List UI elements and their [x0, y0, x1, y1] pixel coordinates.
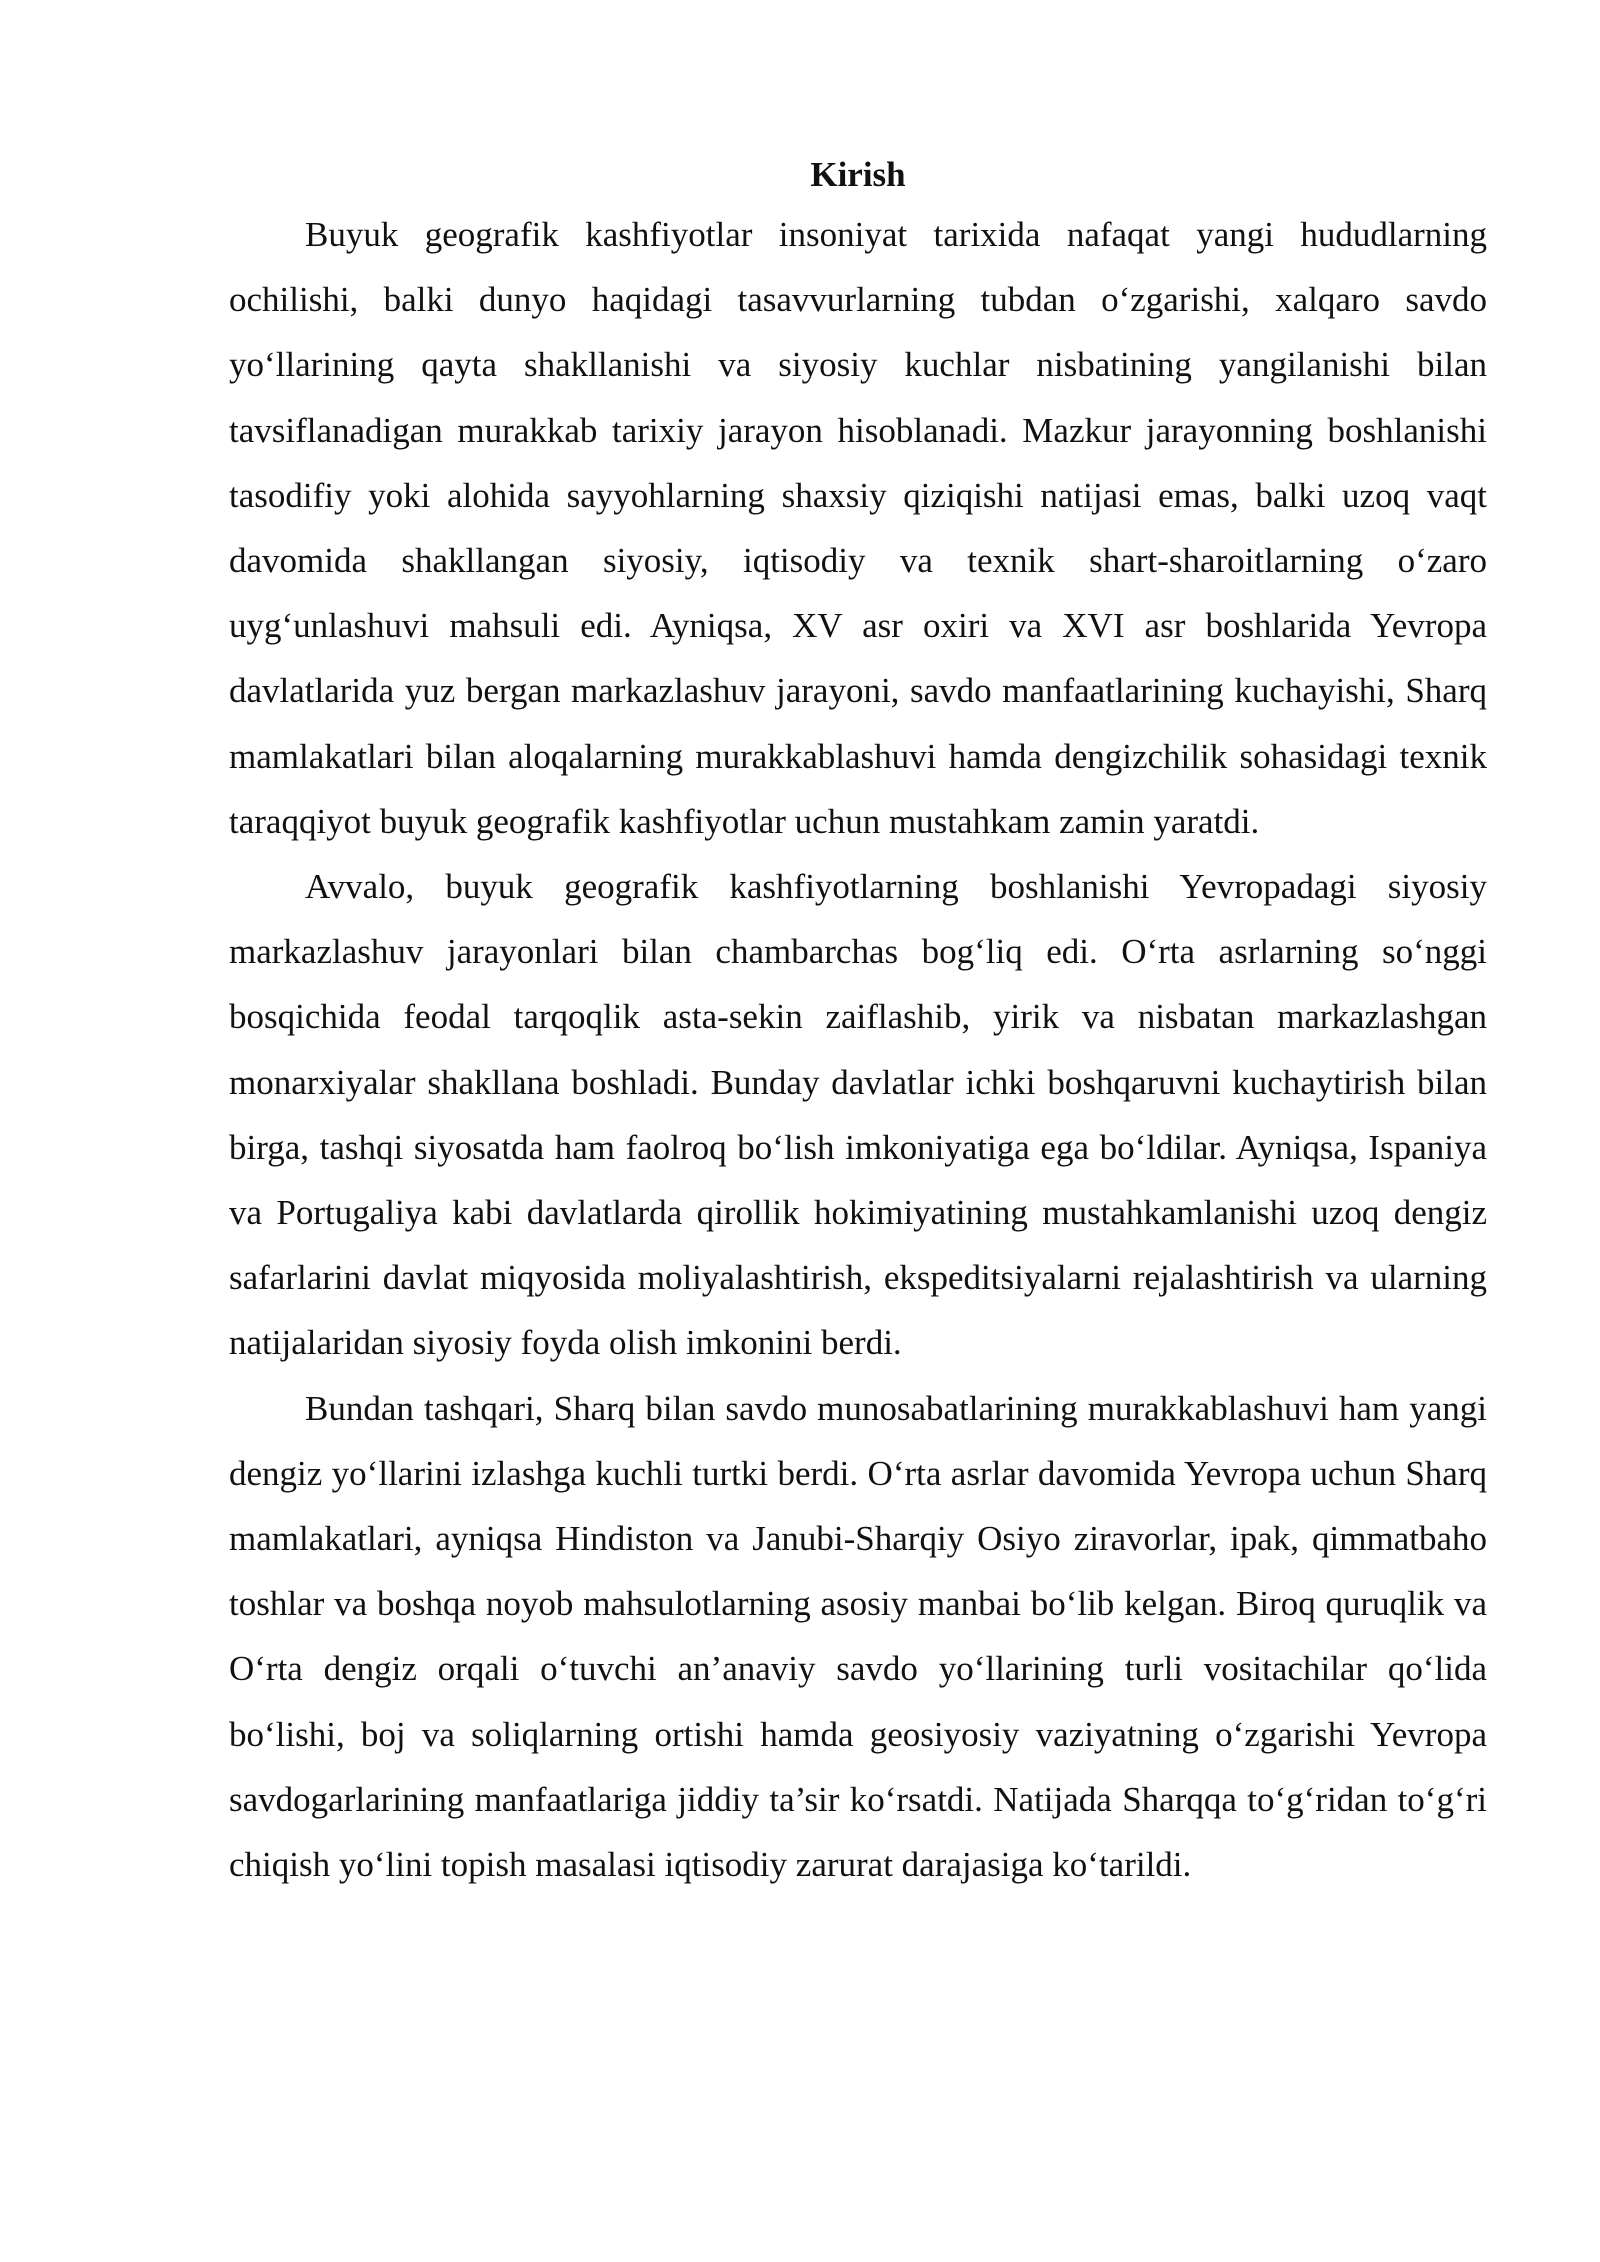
document-title: Kirish — [810, 155, 906, 194]
paragraph-3: Bundan tashqari, Sharq bilan savdo munosabatlarining murakkablashuvi ham yangi dengiz yo‘llarini izlashga kuchli turtki berdi. O‘rta asrlar davomida Yevropa uchun Sharq mamlakatlari, ayniqsa Hindiston va Janubi-Sharqiy Osiyo ziravorlar, ipak, qimmatbaho toshlar va boshqa noyob mahsulotlarning asosiy manbai bo‘lib kelgan. Biroq quruqlik va O‘rta dengiz orqali o‘tuvchi an’anaviy savdo yo‘llarining turli vositachilar qo‘lida bo‘lishi, boj va soliqlarning ortishi hamda geosiyosiy vaziyatning o‘zgarishi Yevropa savdogarlarining manfaatlariga jiddiy ta’sir ko‘rsatdi. Natijada Sharqqa to‘g‘ridan to‘g‘ri chiqish yo‘lini topish masalasi iqtisodiy zarurat darajasiga ko‘tarildi. — [229, 1388, 1487, 1885]
document-body — [229, 148, 1487, 1897]
paragraph-1: Buyuk geografik kashfiyotlar insoniyat tarixida nafaqat yangi hududlarning ochilishi, balki dunyo haqidagi tasavvurlarning tubdan o‘zgarishi, xalqaro savdo yo‘llarining qayta shakllanishi va siyosiy kuchlar nisbatining yangilanishi bilan tavsiflanadigan murakkab tarixiy jarayon hisoblanadi. Mazkur jarayonning boshlanishi tasodifiy yoki alohida sayyohlarning shaxsiy qiziqishi natijasi emas, balki uzoq vaqt davomida shakllangan siyosiy, iqtisodiy va texnik shart-sharoitlarning o‘zaro uyg‘unlashuvi mahsuli edi. Ayniqsa, XV asr oxiri va XVI asr boshlarida Yevropa davlatlarida yuz bergan markazlashuv jarayoni, savdo manfaatlarining kuchayishi, Sharq mamlakatlari bilan aloqalarning murakkablashuvi hamda dengizchilik sohasidagi texnik taraqqiyot buyuk geografik kashfiyotlar uchun mustahkam zamin yaratdi. — [229, 215, 1487, 841]
paragraph-2: Avvalo, buyuk geografik kashfiyotlarning boshlanishi Yevropadagi siyosiy markazlashuv jarayonlari bilan chambarchas bog‘liq edi. O‘rta asrlarning so‘nggi bosqichida feodal tarqoqlik asta-sekin zaiflashib, yirik va nisbatan markazlashgan monarxiyalar shakllana boshladi. Bunday davlatlar ichki boshqaruvni kuchaytirish bilan birga, tashqi siyosatda ham faolroq bo‘lish imkoniyatiga ega bo‘ldilar. Ayniqsa, Ispaniya va Portugaliya kabi davlatlarda qirollik hokimiyatining mustahkamlanishi uzoq dengiz safarlarini davlat miqyosida moliyalashtirish, ekspeditsiyalarni rejalashtirish va ularning natijalaridan siyosiy foyda olish imkonini berdi. — [229, 867, 1487, 1363]
